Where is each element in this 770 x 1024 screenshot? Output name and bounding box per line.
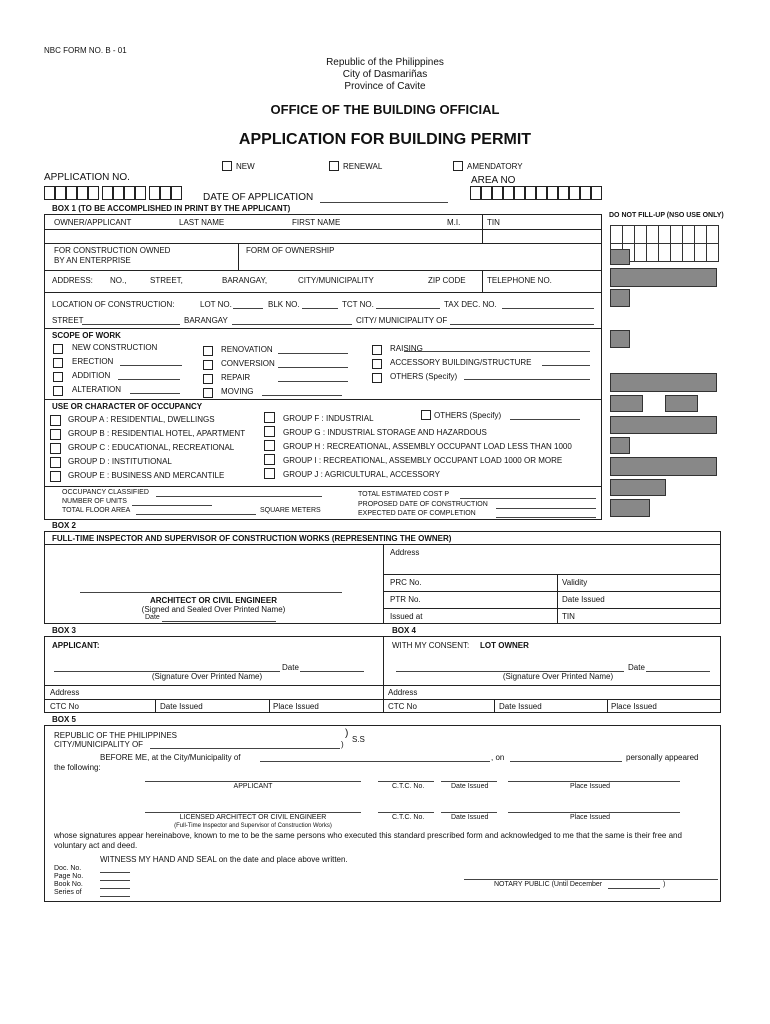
lot-owner-label: LOT OWNER <box>480 641 529 650</box>
tin-label: TIN <box>487 218 500 227</box>
acknowledgement-text-2: voluntary act and deed. <box>54 841 138 850</box>
city-of-label-5: CITY/MUNICIPALITY OF <box>54 740 144 749</box>
proposed-date-label: PROPOSED DATE OF CONSTRUCTION <box>358 501 488 508</box>
nso-shaded-block <box>610 416 717 434</box>
box4-date-issued-label: Date Issued <box>499 702 542 711</box>
occupancy-others-checkbox[interactable] <box>421 410 431 420</box>
area-no-box[interactable] <box>558 186 569 200</box>
nso-shaded-block <box>610 499 650 517</box>
application-no-box[interactable] <box>44 186 55 200</box>
telephone-label: TELEPHONE NO. <box>487 276 552 285</box>
licensed-architect-label: LICENSED ARCHITECT OR CIVIL ENGINEER <box>179 814 327 821</box>
box2-date-label: Date <box>145 614 160 621</box>
place-issued-label-1: Place Issued <box>570 783 611 790</box>
tax-dec-label: TAX DEC. NO. <box>444 300 497 309</box>
occupancy-option-label: GROUP F : INDUSTRIAL <box>283 414 374 423</box>
nso-shaded-block <box>610 479 666 496</box>
area-no-box[interactable] <box>514 186 525 200</box>
notary-signature-line[interactable] <box>464 879 718 880</box>
date-issued-label-1: Date Issued <box>451 783 489 790</box>
box4-address-label: Address <box>388 688 418 697</box>
expected-date-label: EXPECTED DATE OF COMPLETION <box>358 510 476 517</box>
square-meters-label: SQUARE METERS <box>260 507 321 514</box>
area-no-box[interactable] <box>591 186 602 200</box>
occupancy-option-label: GROUP G : INDUSTRIAL STORAGE AND HAZARDOUS <box>283 428 487 437</box>
first-name-label: FIRST NAME <box>292 218 341 227</box>
area-no-box[interactable] <box>580 186 591 200</box>
architect-label: ARCHITECT OR CIVIL ENGINEER <box>150 596 277 605</box>
box2-date-issued-label: Date Issued <box>562 595 605 604</box>
owner-applicant-label: OWNER/APPLICANT <box>54 218 132 227</box>
scope-option-label: ADDITION <box>72 371 111 380</box>
box4-signature-label: (Signature Over Printed Name) <box>502 672 614 681</box>
scope-checkbox[interactable] <box>53 344 63 354</box>
nso-shaded-block <box>610 395 643 412</box>
box1-title: BOX 1 (TO BE ACCOMPLISHED IN PRINT BY THE APPLICANT) <box>52 204 291 213</box>
occupancy-checkbox[interactable] <box>50 429 61 440</box>
witness-label: WITNESS MY HAND AND SEAL on the date and place above written. <box>100 855 348 864</box>
date-of-application-label: DATE OF APPLICATION <box>203 192 314 203</box>
acknowledgement-text-1: whose signatures appear hereinabove, known to me to be the same persons who executed this standard prescribed form and acknowledged to me that the same is their free and <box>54 831 682 840</box>
address-no-label: NO., <box>110 276 127 285</box>
box3-date-label: Date <box>282 663 299 672</box>
application-no-box[interactable] <box>149 186 160 200</box>
occupancy-option-label: GROUP E : BUSINESS AND MERCANTILE <box>68 471 225 480</box>
before-me-label: BEFORE ME, at the City/Municipality of <box>100 753 241 762</box>
scope-checkbox[interactable] <box>372 373 382 383</box>
application-no-box[interactable] <box>55 186 66 200</box>
application-no-box[interactable] <box>124 186 135 200</box>
blk-no-label: BLK NO. <box>268 300 300 309</box>
ctc-no-label-2: C.T.C. No. <box>392 814 425 821</box>
address-barangay-label: BARANGAY, <box>222 276 268 285</box>
number-of-units-label: NUMBER OF UNITS <box>62 498 127 505</box>
barangay-label: BARANGAY <box>184 316 228 325</box>
address-label: ADDRESS: <box>52 276 93 285</box>
new-checkbox[interactable] <box>222 161 232 171</box>
city-of-label: CITY/ MUNICIPALITY OF <box>356 316 448 325</box>
amendatory-label: AMENDATORY <box>467 162 523 171</box>
scope-checkbox[interactable] <box>53 372 63 382</box>
ss-label: S.S <box>352 735 365 744</box>
box2-tin-label: TIN <box>562 612 575 621</box>
architect-signature-line[interactable] <box>80 592 342 593</box>
application-no-box[interactable] <box>102 186 113 200</box>
occupancy-option-label: GROUP J : AGRICULTURAL, ACCESSORY <box>283 470 440 479</box>
amendatory-checkbox[interactable] <box>453 161 463 171</box>
application-no-box[interactable] <box>77 186 88 200</box>
occupancy-checkbox[interactable] <box>264 440 275 451</box>
area-no-box[interactable] <box>536 186 547 200</box>
area-no-box[interactable] <box>503 186 514 200</box>
page-no-label: Page No. <box>54 873 84 880</box>
area-no-box[interactable] <box>492 186 503 200</box>
nso-cell <box>706 225 719 244</box>
area-no-box[interactable] <box>525 186 536 200</box>
scope-specify-line[interactable] <box>404 351 590 352</box>
occupancy-checkbox[interactable] <box>264 412 275 423</box>
occupancy-checkbox[interactable] <box>264 468 275 479</box>
notary-label: NOTARY PUBLIC (Until December <box>494 881 603 888</box>
box4-date-label: Date <box>628 663 645 672</box>
city-heading: City of Dasmariñas <box>342 69 428 80</box>
notary-end: ) <box>663 881 666 888</box>
occupancy-checkbox[interactable] <box>264 454 275 465</box>
tct-no-label: TCT NO. <box>342 300 374 309</box>
nso-shaded-block <box>665 395 698 412</box>
following-label: the following: <box>54 763 101 772</box>
scope-checkbox[interactable] <box>203 374 213 384</box>
scope-checkbox[interactable] <box>372 345 382 355</box>
scope-option-label: NEW CONSTRUCTION <box>72 343 158 352</box>
occupancy-checkbox[interactable] <box>50 443 61 454</box>
location-label: LOCATION OF CONSTRUCTION: <box>52 300 175 309</box>
scope-specify-line[interactable] <box>120 365 182 366</box>
occupancy-checkbox[interactable] <box>50 471 61 482</box>
scope-specify-line[interactable] <box>118 379 180 380</box>
nso-shaded-block <box>610 437 630 454</box>
enterprise-label: BY AN ENTERPRISE <box>54 256 131 265</box>
office-heading: OFFICE OF THE BUILDING OFFICIAL <box>270 102 500 117</box>
occupancy-others-label: OTHERS (Specify) <box>434 411 502 420</box>
area-no-label: AREA NO <box>471 175 516 186</box>
application-no-box[interactable] <box>66 186 77 200</box>
last-name-label: LAST NAME <box>179 218 225 227</box>
box2-address-label: Address <box>390 548 420 557</box>
occupancy-option-label: GROUP A : RESIDENTIAL, DWELLINGS <box>68 415 215 424</box>
occupancy-option-label: GROUP H : RECREATIONAL, ASSEMBLY OCCUPANT LOAD LESS THAN 1000 <box>283 442 572 451</box>
scope-checkbox[interactable] <box>53 358 63 368</box>
address-street-label: STREET, <box>150 276 183 285</box>
nso-shaded-block <box>610 249 630 265</box>
area-no-box[interactable] <box>470 186 481 200</box>
box3-place-issued-label: Place Issued <box>273 702 319 711</box>
fulltime-inspector-label: (Full-Time Inspector and Supervisor of Construction Works) <box>174 823 332 829</box>
lot-no-label: LOT NO. <box>200 300 232 309</box>
nso-use-label: DO NOT FILL-UP (NSO USE ONLY) <box>609 212 724 219</box>
occupancy-option-label: GROUP I : RECREATIONAL, ASSEMBLY OCCUPANT LOAD 1000 OR MORE <box>283 456 563 465</box>
scope-specify-line[interactable] <box>278 353 348 354</box>
date-of-application-field[interactable] <box>320 202 448 203</box>
scope-specify-line[interactable] <box>278 367 348 368</box>
scope-specify-line[interactable] <box>278 381 348 382</box>
nso-shaded-block <box>610 268 717 287</box>
application-no-box[interactable] <box>113 186 124 200</box>
consent-label: WITH MY CONSENT: <box>392 641 470 650</box>
box5-label: BOX 5 <box>52 715 77 724</box>
date-issued-label-2: Date Issued <box>451 814 489 821</box>
on-label: , on <box>491 753 505 762</box>
box3-date-issued-label: Date Issued <box>160 702 203 711</box>
mi-label: M.I. <box>447 218 461 227</box>
scope-specify-line[interactable] <box>464 379 590 380</box>
scope-specify-line[interactable] <box>130 393 180 394</box>
scope-checkbox[interactable] <box>53 386 63 396</box>
nso-shaded-block <box>610 373 717 392</box>
occupancy-option-label: GROUP B : RESIDENTIAL HOTEL, APARTMENT <box>68 429 246 438</box>
occupancy-title: USE OR CHARACTER OF OCCUPANCY <box>52 402 203 411</box>
scope-option-label: MOVING <box>221 387 254 396</box>
scope-option-label: ACCESSORY BUILDING/STRUCTURE <box>390 358 532 367</box>
scope-checkbox[interactable] <box>203 388 213 398</box>
scope-option-label: ERECTION <box>72 357 114 366</box>
applicant-sig-label: APPLICANT <box>233 783 273 790</box>
scope-specify-line[interactable] <box>542 365 590 366</box>
series-of-label: Series of <box>54 889 82 896</box>
renewal-label: RENEWAL <box>343 162 383 171</box>
area-no-box[interactable] <box>481 186 492 200</box>
republic-label: REPUBLIC OF THE PHILIPPINES <box>54 731 177 740</box>
total-cost-label: TOTAL ESTIMATED COST P <box>358 491 450 498</box>
box3-label: BOX 3 <box>52 626 77 635</box>
box2-title: FULL-TIME INSPECTOR AND SUPERVISOR OF CONSTRUCTION WORKS (REPRESENTING THE OWNER) <box>52 534 452 543</box>
occupancy-classified-label: OCCUPANCY CLASSIFIED <box>62 489 149 496</box>
occupancy-checkbox[interactable] <box>264 426 275 437</box>
place-issued-label-2: Place Issued <box>570 814 611 821</box>
prc-no-label: PRC No. <box>390 578 422 587</box>
occupancy-option-label: GROUP D : INSTITUTIONAL <box>68 457 172 466</box>
total-floor-area-label: TOTAL FLOOR AREA <box>62 507 131 514</box>
scope-option-label: CONVERSION <box>221 359 275 368</box>
occupancy-checkbox[interactable] <box>50 415 61 426</box>
signed-sealed-label: (Signed and Sealed Over Printed Name) <box>141 605 286 614</box>
page-title: APPLICATION FOR BUILDING PERMIT <box>238 131 532 148</box>
ptr-no-label: PTR No. <box>390 595 421 604</box>
area-no-box[interactable] <box>569 186 580 200</box>
scope-title: SCOPE OF WORK <box>52 331 121 340</box>
nso-cell <box>706 243 719 262</box>
province-heading: Province of Cavite <box>344 81 426 92</box>
construction-owned-label: FOR CONSTRUCTION OWNED <box>54 246 171 255</box>
box2-label: BOX 2 <box>52 521 77 530</box>
application-no-box[interactable] <box>160 186 171 200</box>
issued-at-label: Issued at <box>390 612 423 621</box>
zip-code-label: ZIP CODE <box>428 276 466 285</box>
occupancy-checkbox[interactable] <box>50 457 61 468</box>
nso-shaded-block <box>610 289 630 307</box>
application-no-box[interactable] <box>88 186 99 200</box>
form-number: NBC FORM NO. B - 01 <box>44 46 127 55</box>
application-no-box[interactable] <box>171 186 182 200</box>
box4-ctc-label: CTC No <box>388 702 417 711</box>
applicant-label: APPLICANT: <box>52 641 100 650</box>
scope-checkbox[interactable] <box>372 359 382 369</box>
scope-option-label: OTHERS (Specify) <box>390 372 458 381</box>
renewal-checkbox[interactable] <box>329 161 339 171</box>
republic-heading: Republic of the Philippines <box>326 57 444 68</box>
area-no-box[interactable] <box>547 186 558 200</box>
application-no-label: APPLICATION NO. <box>44 172 130 183</box>
box3-address-label: Address <box>50 688 80 697</box>
box4-place-issued-label: Place Issued <box>611 702 657 711</box>
validity-label: Validity <box>562 578 588 587</box>
box3-ctc-label: CTC No <box>50 702 79 711</box>
doc-no-label: Doc. No. <box>54 865 82 872</box>
scope-checkbox[interactable] <box>203 346 213 356</box>
new-label: NEW <box>236 162 255 171</box>
scope-option-label: RENOVATION <box>221 345 273 354</box>
address-city-label: CITY/MUNICIPALITY <box>298 276 374 285</box>
scope-option-label: RAISING <box>390 344 423 353</box>
nso-shaded-block <box>610 330 630 348</box>
form-of-ownership-label: FORM OF OWNERSHIP <box>246 246 335 255</box>
scope-checkbox[interactable] <box>203 360 213 370</box>
scope-option-label: REPAIR <box>221 373 251 382</box>
occupancy-option-label: GROUP C : EDUCATIONAL, RECREATIONAL <box>68 443 235 452</box>
nso-shaded-block <box>610 457 717 476</box>
box3-signature-label: (Signature Over Printed Name) <box>151 672 263 681</box>
scope-specify-line[interactable] <box>262 395 342 396</box>
ctc-no-label-1: C.T.C. No. <box>392 783 425 790</box>
scope-option-label: ALTERATION <box>72 385 122 394</box>
book-no-label: Book No. <box>54 881 83 888</box>
application-no-box[interactable] <box>135 186 146 200</box>
box4-label: BOX 4 <box>392 626 417 635</box>
street-label: STREET <box>52 316 84 325</box>
personally-appeared-label: personally appeared <box>626 753 699 762</box>
